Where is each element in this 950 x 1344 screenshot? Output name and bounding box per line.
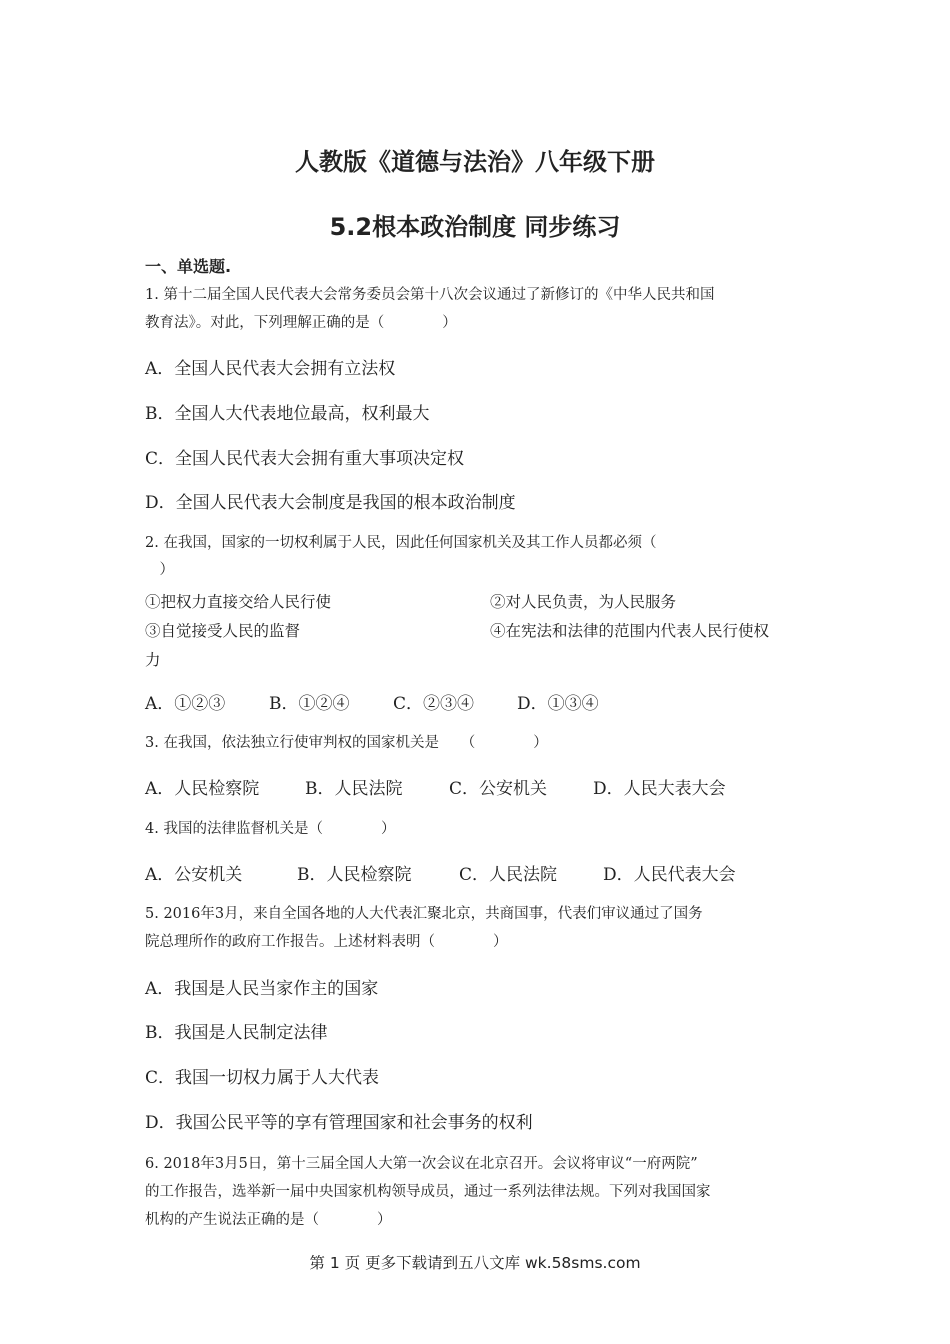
question-2-option-a: A．①②③ — [145, 694, 226, 714]
question-5-stem-line2: 院总理所作的政府工作报告。上述材料表明（ ） — [145, 934, 508, 950]
question-2-stem-line2: ） — [145, 562, 174, 578]
question-6-stem-line3: 机构的产生说法正确的是（ ） — [145, 1212, 392, 1228]
question-1-option-a: A．全国人民代表大会拥有立法权 — [145, 359, 396, 379]
section-heading: 一、单选题. — [145, 257, 232, 276]
question-2-item-4: ④在宪法和法律的范围内代表人民行使权 — [490, 622, 770, 640]
question-6-stem-line2: 的工作报告，选举新一届中央国家机构领导成员，通过一系列法律法规。下列对我国国家 — [145, 1184, 711, 1200]
question-5-option-c: C．我国一切权力属于人大代表 — [145, 1068, 380, 1088]
question-3-option-d: D．人民大表大会 — [593, 779, 726, 799]
question-4-options — [145, 860, 736, 885]
question-2-option-d: D．①③④ — [517, 694, 599, 714]
question-3-option-b: B．人民法院 — [305, 779, 403, 799]
question-2-stem-line1: 2. 在我国，国家的一切权利属于人民，因此任何国家机关及其工作人员都必须（ — [145, 535, 657, 551]
question-2-item-2: ②对人民负责，为人民服务 — [490, 593, 677, 611]
question-4-stem: 4. 我国的法律监督机关是（ ） — [145, 821, 396, 837]
document-subtitle: 5.2根本政治制度 同步练习 — [329, 213, 621, 241]
document-title: 人教版《道德与法治》八年级下册 — [295, 148, 655, 176]
question-4-option-b: B．人民检察院 — [297, 865, 412, 885]
question-1-stem-line1: 1. 第十二届全国人民代表大会常务委员会第十八次会议通过了新修订的《中华人民共和国 — [145, 287, 715, 303]
question-6-stem-line1: 6. 2018年3月5日，第十三届全国人大第一次会议在北京召开。会议将审议“一府两院” — [145, 1156, 698, 1172]
question-4-option-a: A．公安机关 — [145, 865, 243, 885]
question-1-option-c: C．全国人民代表大会拥有重大事项决定权 — [145, 449, 465, 469]
question-2-item-3: ③自觉接受人民的监督 — [145, 622, 301, 640]
question-1-option-d: D．全国人民代表大会制度是我国的根本政治制度 — [145, 493, 516, 513]
question-2-options — [145, 689, 599, 714]
question-1-stem-line2: 教育法》。对此，下列理解正确的是（ ） — [145, 315, 457, 331]
question-3-option-a: A．人民检察院 — [145, 779, 260, 799]
question-1-option-b: B．全国人大代表地位最高，权利最大 — [145, 404, 430, 424]
question-2-item-4-wrap: 力 — [145, 651, 161, 669]
page-footer: 第 1 页 更多下载请到五八文库 wk.58sms.com — [309, 1254, 641, 1272]
question-4-option-c: C．人民法院 — [459, 865, 558, 885]
question-5-option-d: D．我国公民平等的享有管理国家和社会事务的权利 — [145, 1113, 533, 1133]
question-5-stem-line1: 5. 2016年3月，来自全国各地的人大代表汇聚北京，共商国事，代表们审议通过了国务 — [145, 906, 703, 922]
question-2-item-1: ①把权力直接交给人民行使 — [145, 593, 332, 611]
question-5-option-b: B．我国是人民制定法律 — [145, 1023, 328, 1043]
question-3-stem: 3. 在我国，依法独立行使审判权的国家机关是 （ ） — [145, 735, 548, 751]
question-2-option-c: C．②③④ — [393, 694, 475, 714]
question-3-options — [145, 774, 726, 799]
question-3-option-c: C．公安机关 — [449, 779, 548, 799]
question-2-option-b: B．①②④ — [269, 694, 350, 714]
question-5-option-a: A．我国是人民当家作主的国家 — [145, 979, 379, 999]
question-4-option-d: D．人民代表大会 — [603, 865, 736, 885]
